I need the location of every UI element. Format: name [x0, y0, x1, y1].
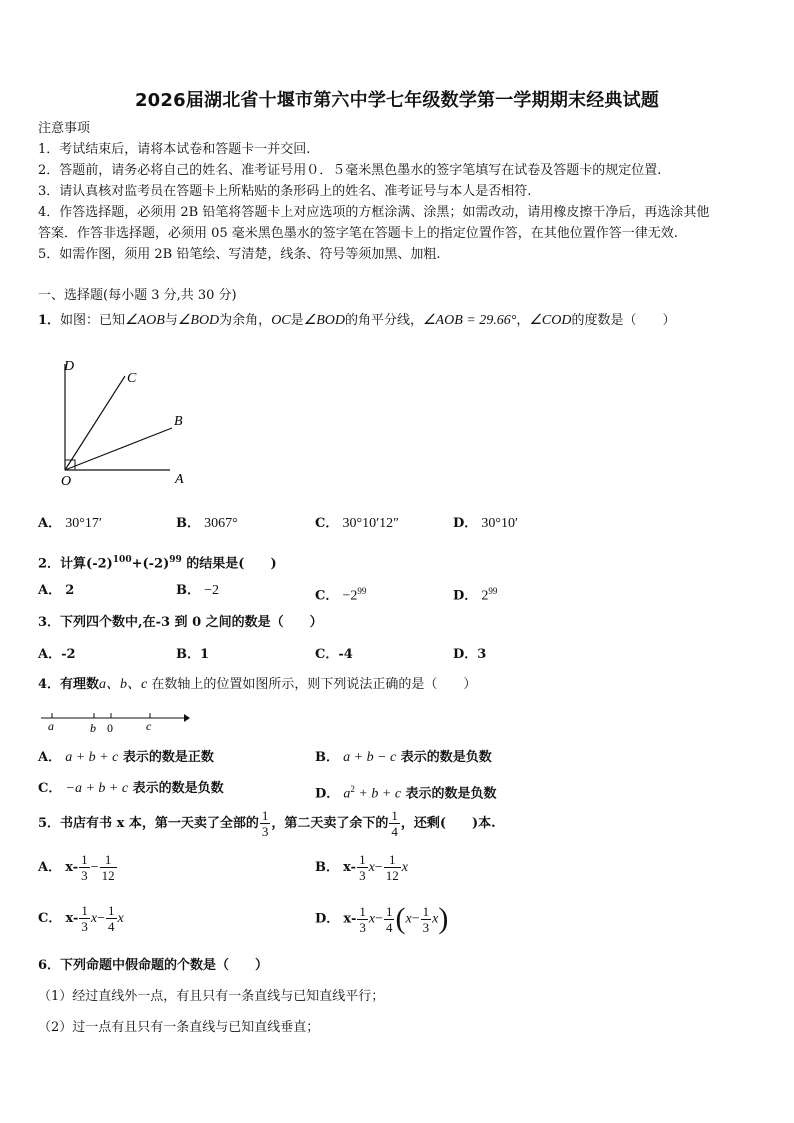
- minus-sign: −: [97, 911, 106, 926]
- notice-item: 5．如需作图，须用 2B 铅笔绘、写清楚，线条、符号等须加黑、加粗.: [38, 247, 441, 262]
- minus-sign: −: [375, 911, 383, 927]
- axis-arrow: [184, 714, 190, 722]
- q2-exponent: 99: [169, 555, 182, 565]
- option-letter: B．: [176, 516, 200, 531]
- question-4: [38, 677, 476, 693]
- notice-item: 1．考试结束后，请将本试卷和答题卡一并交回.: [38, 142, 311, 157]
- q1-math: OC: [271, 313, 291, 328]
- q1-math: ∠BOD: [303, 313, 345, 328]
- option-exponent: 99: [357, 586, 367, 596]
- option-c[interactable]: [38, 781, 224, 797]
- option-value: 30°10′: [481, 516, 519, 531]
- option-value: 3067°: [204, 516, 238, 531]
- option-text: 表示的数是负数: [401, 786, 497, 802]
- option-exponent: 99: [488, 586, 498, 596]
- variable-x: x: [90, 911, 98, 926]
- fraction-one-third: [421, 904, 432, 935]
- minus-sign: −: [411, 911, 420, 927]
- question-number: 1．: [38, 313, 61, 328]
- fraction-numerator: 1: [385, 903, 393, 919]
- variable-x: x: [401, 860, 408, 875]
- number-line: [38, 708, 198, 736]
- q1-text: ，: [516, 313, 530, 328]
- minus-sign: −: [90, 860, 99, 875]
- q2-text: +(-2): [131, 556, 170, 572]
- angle-figure: [50, 352, 200, 492]
- question-3: 3．下列四个数中,在-3 到 0 之间的数是（ ）: [38, 615, 323, 630]
- fraction-denominator: 3: [261, 824, 269, 839]
- left-paren: (: [395, 902, 406, 935]
- option-letter: D．: [315, 911, 340, 927]
- fraction-numerator: 1: [359, 852, 366, 867]
- label-b: b: [90, 721, 96, 735]
- option-letter: C．: [315, 588, 339, 604]
- option-letter: B．: [315, 750, 339, 765]
- option-text: 表示的数是负数: [128, 781, 224, 796]
- option-text: 表示的数是正数: [118, 750, 214, 765]
- option-c[interactable]: [315, 516, 399, 532]
- option-b[interactable]: [176, 516, 238, 532]
- fraction-denominator: 12: [101, 868, 115, 883]
- q1-math: ∠AOB = 29.66°: [423, 313, 517, 328]
- question-6: 6．下列命题中假命题的个数是（ ）: [38, 958, 269, 973]
- option-text: x-: [65, 860, 79, 875]
- option-d[interactable]: [453, 516, 518, 532]
- fraction-denominator: 3: [359, 868, 366, 883]
- option-letter: C．: [38, 781, 62, 796]
- q2-text: 2．计算(-2): [38, 556, 113, 572]
- q1-text: 与: [164, 313, 178, 328]
- fraction-denominator: 4: [108, 919, 115, 934]
- q2-text: 的结果是( ): [181, 556, 277, 572]
- label-o: O: [61, 474, 72, 489]
- q1-math: ∠BOD: [177, 313, 220, 328]
- fraction-numerator: 1: [81, 903, 88, 918]
- option-b[interactable]: [315, 850, 408, 886]
- option-letter: B．: [315, 860, 339, 875]
- option-expression: a + b + c: [65, 750, 119, 765]
- minus-sign: −: [374, 860, 383, 875]
- q5-text: ，还剩( )本.: [400, 816, 496, 831]
- fraction-numerator: 1: [100, 852, 117, 868]
- right-paren: ): [438, 902, 449, 935]
- q5-text: 5．书店有书 x 本，第一天卖了全部的: [38, 816, 259, 831]
- option-value: −2: [342, 588, 358, 604]
- option-letter: B．: [176, 583, 200, 598]
- option-letter: A．: [38, 516, 62, 531]
- label-b: B: [174, 414, 183, 429]
- ray-ob: [65, 428, 172, 470]
- option-a[interactable]: [38, 583, 74, 599]
- fraction-one-third: [79, 852, 90, 883]
- question-1: [38, 313, 675, 329]
- fraction-one-quarter: [389, 808, 400, 839]
- fraction-one-quarter: [106, 903, 117, 934]
- fraction-numerator: 1: [391, 808, 398, 823]
- option-b[interactable]: [315, 750, 492, 766]
- q2-exponent: 100: [112, 555, 132, 565]
- notice-item: 答案．作答非选择题，必须用 05 毫米黑色墨水的签字笔在答题卡上的指定位置作答，在其他位置作答一律无效.: [38, 226, 678, 241]
- option-a[interactable]: [38, 850, 118, 886]
- option-expression: −a + b + c: [65, 781, 129, 796]
- notice-item: 3．请认真核对监考员在答题卡上所粘贴的条形码上的姓名、准考证号与本人是否相符.: [38, 184, 532, 199]
- option-d[interactable]: [315, 901, 448, 938]
- q5-text: ，第二天卖了余下的: [271, 816, 389, 831]
- q1-math: ∠COD: [529, 313, 572, 328]
- option-c[interactable]: [38, 901, 124, 937]
- option-letter: A．: [38, 860, 62, 875]
- label-a: a: [48, 719, 54, 733]
- option-d[interactable]: D．3: [453, 647, 487, 662]
- option-value: 2: [65, 583, 75, 598]
- label-c: c: [146, 719, 152, 733]
- fraction-numerator: 1: [81, 852, 88, 867]
- fraction-numerator: 1: [359, 903, 366, 919]
- q1-text: 是: [290, 313, 304, 328]
- list-item: （2）过一点有且只有一条直线与已知直线垂直；: [38, 1020, 320, 1035]
- option-text: 表示的数是负数: [396, 750, 492, 765]
- option-exponent: 2: [350, 784, 355, 794]
- variable-x: x: [117, 911, 124, 926]
- notice-item: 2．答题前，请务必将自己的姓名、准考证号用０．５毫米黑色墨水的签字笔填写在试卷及答题卡的规定位置.: [38, 163, 662, 178]
- option-expression: a + b − c: [343, 750, 397, 765]
- option-a[interactable]: A．-2: [38, 647, 76, 662]
- option-value: 2: [481, 588, 489, 604]
- label-d: D: [64, 359, 75, 374]
- option-value: 30°17′: [65, 516, 102, 531]
- list-item: （1）经过直线外一点，有且只有一条直线与已知直线平行；: [38, 989, 385, 1004]
- question-5: [38, 806, 496, 842]
- option-b[interactable]: [176, 583, 219, 599]
- fraction-one-third: [260, 808, 271, 839]
- question-2: [38, 552, 277, 572]
- fraction-denominator: 3: [81, 868, 88, 883]
- q1-text: 为余角，: [219, 313, 272, 328]
- option-c[interactable]: [315, 583, 366, 604]
- fraction-one-third: [357, 904, 368, 935]
- option-text: x-: [343, 911, 357, 927]
- q1-text: 如图：已知: [60, 313, 126, 328]
- q1-math: ∠AOB: [125, 313, 165, 328]
- q4-text: 4．有理数: [38, 677, 100, 692]
- fraction-one-third: [357, 852, 368, 883]
- option-letter: A．: [38, 583, 62, 598]
- fraction-one-twelfth: [100, 852, 117, 883]
- q4-math: a、b、c: [99, 677, 148, 692]
- option-letter: C．: [315, 516, 339, 531]
- fraction-denominator: 3: [359, 919, 366, 935]
- variable-x: x: [432, 911, 439, 927]
- option-a[interactable]: [38, 516, 102, 532]
- fraction-one-twelfth: [384, 852, 401, 883]
- variable-x: x: [368, 911, 376, 927]
- option-expression: a: [343, 786, 351, 802]
- option-value: 30°10′12″: [342, 516, 399, 531]
- fraction-numerator: 1: [261, 808, 269, 823]
- label-zero: 0: [107, 721, 113, 735]
- notice-heading: 注意事项: [38, 121, 91, 136]
- fraction-denominator: 4: [385, 919, 393, 935]
- fraction-denominator: 4: [391, 824, 398, 839]
- fraction-denominator: 12: [385, 868, 399, 883]
- option-text: x-: [65, 911, 79, 926]
- section-heading: 一、选择题(每小题 3 分,共 30 分): [38, 288, 237, 303]
- fraction-one-quarter: [384, 904, 395, 935]
- page-title: 2026届湖北省十堰市第六中学七年级数学第一学期期末经典试题: [134, 90, 660, 111]
- fraction-numerator: 1: [384, 852, 401, 868]
- variable-x: x: [405, 911, 412, 927]
- label-a: A: [175, 472, 184, 487]
- option-letter: D．: [453, 516, 478, 531]
- option-letter: D．: [453, 588, 478, 604]
- fraction-one-third: [79, 903, 90, 934]
- option-letter: A．: [38, 750, 62, 765]
- fraction-numerator: 1: [108, 903, 115, 918]
- q1-text: 的度数是（ ）: [571, 313, 676, 328]
- q1-text: 的角平分线，: [344, 313, 423, 328]
- fraction-denominator: 3: [422, 919, 430, 935]
- option-a[interactable]: [38, 750, 214, 766]
- option-letter: D．: [315, 786, 340, 802]
- option-letter: C．: [38, 911, 62, 926]
- q4-text: 在数轴上的位置如图所示，则下列说法正确的是（ ）: [147, 677, 477, 692]
- option-d[interactable]: [453, 583, 497, 604]
- option-d[interactable]: [315, 781, 497, 802]
- notice-item: 4．作答选择题，必须用 2B 铅笔将答题卡上对应选项的方框涂满、涂黑；如需改动，请用橡皮擦干净后，再选涂其他: [38, 205, 710, 220]
- option-b[interactable]: B．1: [176, 647, 210, 662]
- fraction-denominator: 3: [81, 919, 88, 934]
- option-expression: + b + c: [354, 786, 402, 802]
- label-c: C: [127, 371, 137, 386]
- option-text: x-: [343, 860, 357, 875]
- fraction-numerator: 1: [422, 903, 430, 919]
- ray-oc: [65, 376, 125, 470]
- option-value: −2: [204, 583, 220, 598]
- option-c[interactable]: C．-4: [315, 647, 353, 662]
- variable-x: x: [368, 860, 375, 875]
